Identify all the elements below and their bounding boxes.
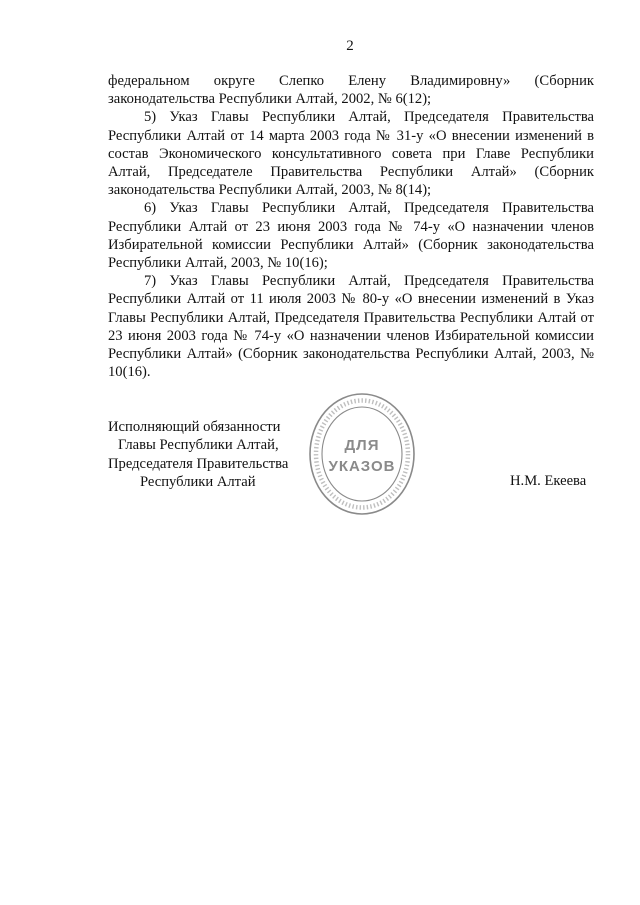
paragraph-continuation: федеральном округе Слепко Елену Владимировну» (Сборник законодательства Республики Алтай, 2002, № 6(12); (108, 73, 594, 108)
stamp-text-line-2: УКАЗОВ (328, 458, 396, 475)
signature-title-line-1: Исполняющий обязанности (108, 419, 281, 435)
signer-name: Н.М. Екеева (510, 473, 587, 489)
signature-title-line-4: Республики Алтай (140, 473, 256, 490)
stamp-text-line-1: ДЛЯ (344, 437, 380, 454)
stamp-outer-ring (310, 394, 414, 514)
list-item-6: 6) Указ Главы Республики Алтай, Председателя Правительства Республики Алтай от 23 июня 2003 года № 74-у «О назначении членов Избирательной комиссии Республики Алтай» (Сборник законодательства Республики Алтай, 2003, № 10(16); (108, 200, 594, 272)
page-number: 2 (346, 38, 354, 54)
official-stamp (306, 389, 418, 519)
list-item-5: 5) Указ Главы Республики Алтай, Председателя Правительства Республики Алтай от 14 марта 2003 года № 31-у «О внесении изменений в состав Экономического консультативного совета при Главе Республики Алтай, Председателе Правительства Республики Алтай» (Сборник законодательства Республики Алтай, 2003, № 8(14); (108, 109, 594, 199)
signature-title-block (108, 418, 288, 491)
document-body (108, 72, 594, 381)
signature-title-line-2: Главы Республики Алтай, (118, 437, 279, 454)
stamp-inner-ring (322, 407, 402, 501)
signature-title-line-3: Председателя Правительства (108, 455, 289, 472)
list-item-7: 7) Указ Главы Республики Алтай, Председателя Правительства Республики Алтай от 11 июля 2003 № 80-у «О внесении изменений в Указ Главы Республики Алтай, Председателя Правительства Республики Алтай от 23 июня 2003 года № 74-у «О назначении членов Избирательной комиссии Республики Алтай» (Сборник законодательства Республики Алтай, 2003, № 10(16). (108, 273, 594, 381)
stamp-text-band (316, 401, 408, 508)
